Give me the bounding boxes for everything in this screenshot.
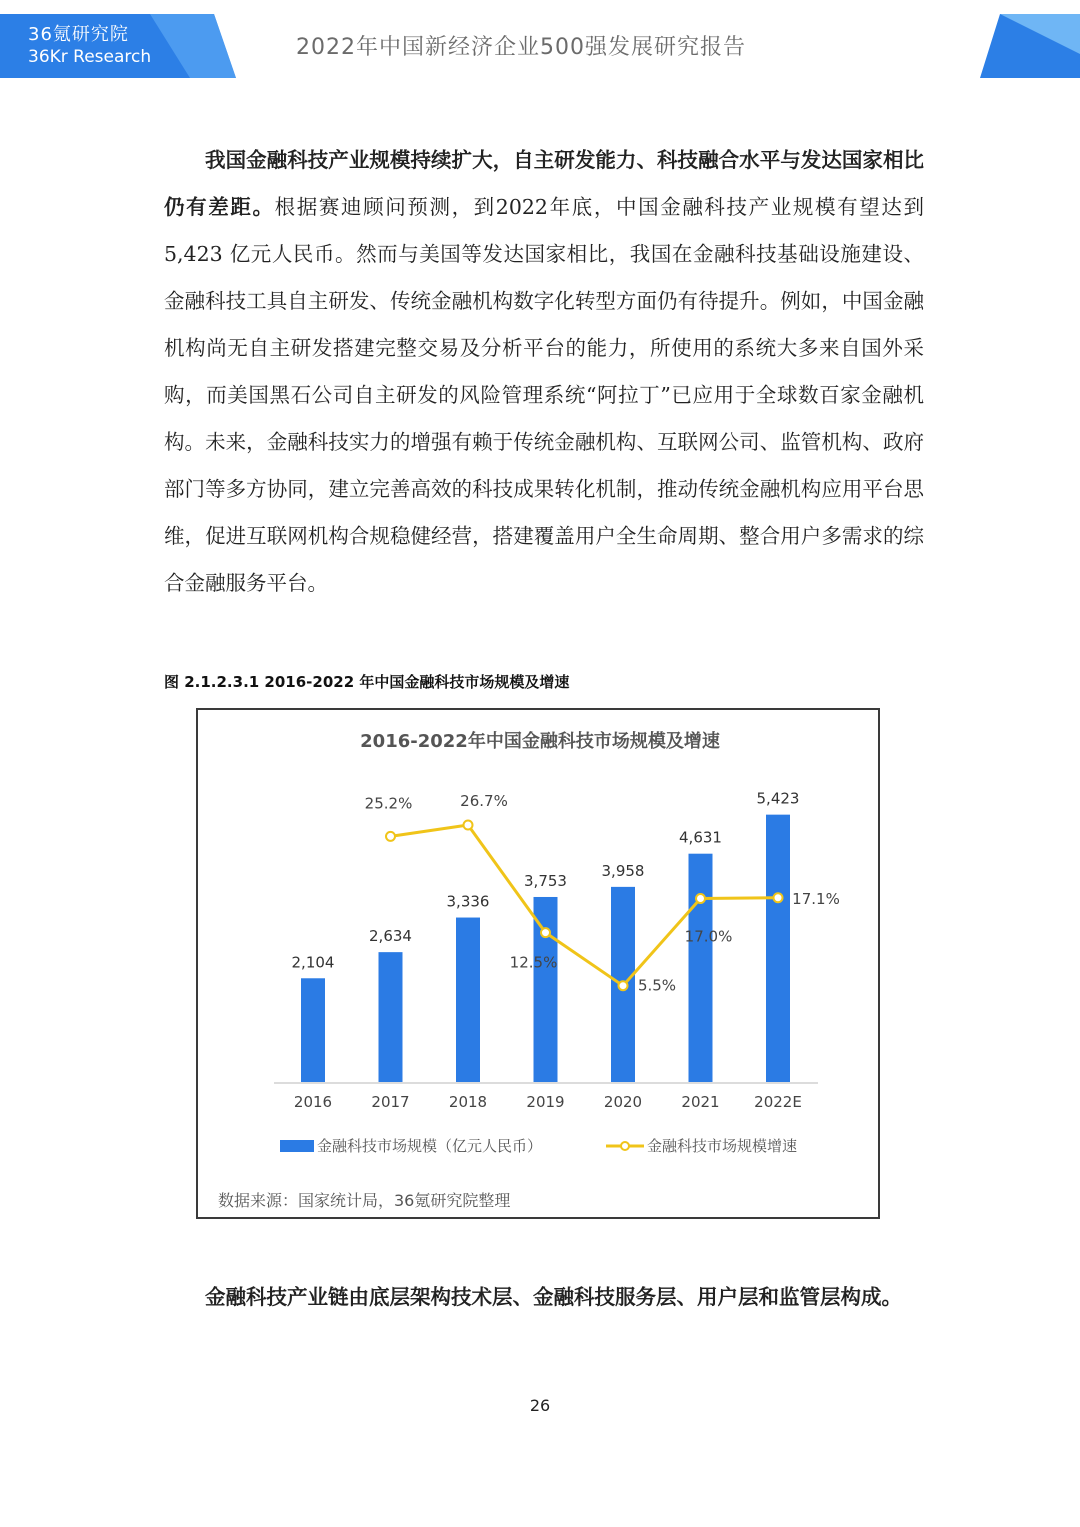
bar-2016 xyxy=(301,978,325,1082)
chart-svg xyxy=(198,710,882,1221)
header-corner-decoration xyxy=(980,14,1080,82)
x-tick-label-2016: 2016 xyxy=(293,1093,333,1111)
legend-line-label: 金融科技市场规模增速 xyxy=(647,1137,798,1155)
growth-point-2020 xyxy=(619,981,628,990)
growth-point-2018 xyxy=(464,821,473,830)
growth-label-2017: 25.2% xyxy=(364,794,413,813)
x-tick-label-2017: 2017 xyxy=(371,1093,410,1111)
x-tick-label-2019: 2019 xyxy=(526,1093,565,1111)
x-tick-label-2020: 2020 xyxy=(603,1093,643,1111)
growth-label-2019: 12.5% xyxy=(509,953,558,972)
chart-legend xyxy=(280,1137,797,1155)
body-paragraph-1 xyxy=(164,137,924,607)
growth-point-2017 xyxy=(386,832,395,841)
bar-value-label-2022E: 5,423 xyxy=(756,789,800,808)
bar-value-label-2020: 3,958 xyxy=(601,861,645,880)
bar-value-label-2019: 3,753 xyxy=(524,871,567,890)
bar-value-label-2016: 2,104 xyxy=(291,953,335,972)
growth-label-2022E: 17.1% xyxy=(792,889,840,908)
legend-bar-swatch xyxy=(280,1140,314,1152)
figure-caption: 图 2.1.2.3.1 2016-2022 年中国金融科技市场规模及增速 xyxy=(164,673,570,691)
paragraph-2-text: 金融科技产业链由底层架构技术层、金融科技服务层、用户层和监管层构成。 xyxy=(205,1285,902,1309)
legend-line-marker xyxy=(621,1142,629,1150)
bar-value-label-2018: 3,336 xyxy=(446,892,490,911)
growth-label-2018: 26.7% xyxy=(460,792,508,810)
growth-point-2022E xyxy=(774,893,783,902)
report-title: 2022年中国新经济企业500强发展研究报告 xyxy=(296,35,746,60)
body-paragraph-2 xyxy=(164,1274,924,1321)
bar-2017 xyxy=(379,952,403,1082)
bar-2019 xyxy=(534,897,558,1082)
bar-2018 xyxy=(456,918,480,1082)
x-tick-label-2022E: 2022E xyxy=(754,1093,802,1111)
logo-english-name: 36Kr Research xyxy=(28,47,152,67)
bar-2022E xyxy=(766,815,790,1082)
growth-point-2019 xyxy=(541,928,550,937)
page-number: 26 xyxy=(529,1396,551,1415)
growth-label-2020: 5.5% xyxy=(637,976,677,995)
x-tick-label-2021: 2021 xyxy=(681,1093,720,1111)
logo-chinese-name: 36氪研究院 xyxy=(28,24,129,45)
chart-title: 2016-2022年中国金融科技市场规模及增速 xyxy=(360,731,720,752)
chart-source-note: 数据来源：国家统计局，36氪研究院整理 xyxy=(218,1191,511,1210)
bar-value-label-2017: 2,634 xyxy=(369,927,412,946)
growth-point-2021 xyxy=(696,894,705,903)
bar-2021 xyxy=(689,854,713,1082)
chart-container xyxy=(196,708,880,1219)
paragraph-body: 根据赛迪顾问预测，到2022年底，中国金融科技产业规模有望达到 5,423 亿元人民币。然而与美国等发达国家相比，我国在金融科技基础设施建设、金融科技工具自主研发、传统金融机构数字化转型方面仍有待提升。例如，中国金融机构尚无自主研发搭建完整交易及分析平台的能力，所使用的系统大多来自国外采购，而美国黑石公司自主研发的风险管理系统“阿拉丁”已应用于全球数百家金融机构。未来，金融科技实力的增强有赖于传统金融机构、互联网公司、监管机构、政府部门等多方协同，建立完善高效的科技成果转化机制，推动传统金融机构应用平台思维，促进互联网机构合规稳健经营，搭建覆盖用户全生命周期、整合用户多需求的综合金融服务平台。 xyxy=(164,195,925,595)
header-logo xyxy=(0,14,236,78)
growth-label-2021: 17.0% xyxy=(684,927,733,946)
legend-bar-label: 金融科技市场规模（亿元人民币） xyxy=(317,1137,543,1155)
paragraph-lead: 我国金融科技产业规模持续扩大，自主研发能力、科技融合水平与发达国家相比仍有差距。 xyxy=(164,148,924,219)
x-tick-label-2018: 2018 xyxy=(448,1093,488,1111)
bar-value-label-2021: 4,631 xyxy=(679,828,722,847)
